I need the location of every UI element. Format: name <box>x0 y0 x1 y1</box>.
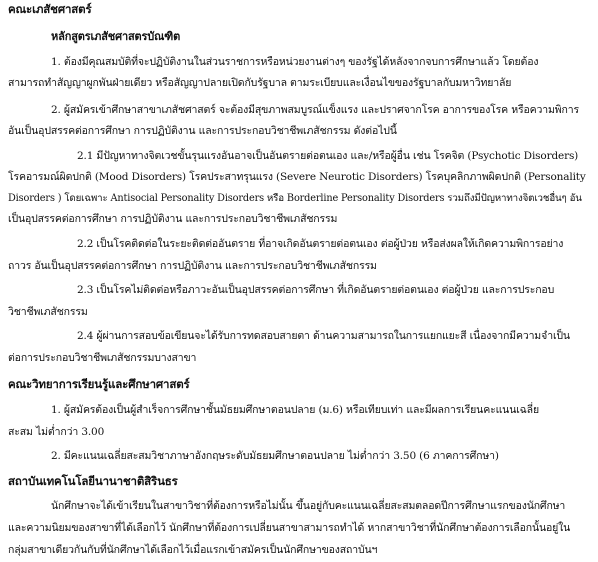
section-heading-pharmacy: คณะเภสัชศาสตร์ <box>8 2 92 16</box>
paragraph-line: นักศึกษาจะได้เข้าเรียนในสาขาวิชาที่ต้องการหรือไม่นั้น ขึ้นอยู่กับคะแนนเฉลี่ยสะสมตลอดปีการศึกษาแรกของนักศึกษา <box>51 500 566 512</box>
paragraph-line: 2.4 ผู้ผ่านการสอบข้อเขียนจะได้รับการทดสอบสายตา ด้านความสามารถในการแยกแยะสี เนื่องจากมีความจำเป็น <box>77 330 570 342</box>
paragraph-line: โรคอารมณ์ผิดปกติ (Mood Disorders) โรคประสาทรุนแรง (Severe Neurotic Disorders) โรคบุคลิกภาพผิดปกติ (Personality <box>8 171 586 183</box>
section-heading-siit: สถาบันเทคโนโลยีนานาชาติสิรินธร <box>8 474 178 488</box>
paragraph-line: 2.2 เป็นโรคติดต่อในระยะติดต่ออันตราย ที่อาจเกิดอันตรายต่อตนเอง ต่อผู้ป่วย หรือส่งผลให้เกิดความพิการอย่าง <box>77 238 564 250</box>
paragraph-line: 2. ผู้สมัครเข้าศึกษาสาขาเภสัชศาสตร์ จะต้องมีสุขภาพสมบูรณ์แข็งแรง และปราศจากโรค อาการของโรค หรือความพิการ <box>51 104 579 116</box>
paragraph-line: Disorders ) โดยเฉพาะ Antisocial Personality Disorders หรือ Borderline Personality Disorders รวมถึงมีปัญหาทางจิตเวชอื่นๆ อัน <box>8 193 582 204</box>
paragraph-line: วิชาชีพเภสัชกรรม <box>8 306 88 318</box>
paragraph-line: และความนิยมของสาขาที่ได้เลือกไว้ นักศึกษาที่ต้องการเปลี่ยนสาขาสามารถทำได้ หากสาขาวิชาที่นักศึกษาต้องการเลือกนั้นอยู่ใน <box>8 522 571 534</box>
paragraph-line: สามารถทำสัญญาผูกพันฝ่ายเดียว หรือสัญญาปลายเปิดกับรัฐบาล ตามระเบียบและเงื่อนไขของรัฐบาลกับมหาวิทยาลัย <box>8 77 512 89</box>
paragraph-line: อันเป็นอุปสรรคต่อการศึกษา การปฏิบัติงาน และการประกอบวิชาชีพเภสัชกรรม ดังต่อไปนี้ <box>8 125 397 137</box>
paragraph-line: 1. ผู้สมัครต้องเป็นผู้สำเร็จการศึกษาชั้นมัธยมศึกษาตอนปลาย (ม.6) หรือเทียบเท่า และมีผลการเรียนคะแนนเฉลี่ย <box>51 404 539 416</box>
paragraph-line: ต่อการประกอบวิชาชีพเภสัชกรรมบางสาขา <box>8 352 197 364</box>
paragraph-line: 2. มีคะแนนเฉลี่ยสะสมวิชาภาษาอังกฤษระดับมัธยมศึกษาตอนปลาย ไม่ต่ำกว่า 3.50 (6 ภาคการศึกษา) <box>51 450 499 462</box>
paragraph-line: เป็นอุปสรรคต่อการศึกษา การปฏิบัติงาน และการประกอบวิชาชีพเภสัชกรรม <box>8 213 338 225</box>
paragraph-line: 2.3 เป็นโรคไม่ติดต่อหรือภาวะอันเป็นอุปสรรคต่อการศึกษา ที่เกิดอันตรายต่อตนเอง ต่อผู้ป่วย และการประกอบ <box>77 284 555 296</box>
program-subheading: หลักสูตรเภสัชศาสตรบัณฑิต <box>51 30 181 43</box>
paragraph-line: กลุ่มสาขาเดียวกันกับที่นักศึกษาได้เลือกไว้เมื่อแรกเข้าสมัครเป็นนักศึกษาของสถาบันฯ <box>8 544 378 556</box>
paragraph-line: ถาวร อันเป็นอุปสรรคต่อการศึกษา การปฏิบัติงาน และการประกอบวิชาชีพเภสัชกรรม <box>8 260 377 272</box>
paragraph-line: 2.1 มีปัญหาทางจิตเวชขั้นรุนแรงอันอาจเป็นอันตรายต่อตนเอง และ/หรือผู้อื่น เช่น โรคจิต (Psychotic Disorders) <box>77 150 579 162</box>
section-heading-education: คณะวิทยาการเรียนรู้และศึกษาศาสตร์ <box>8 377 190 391</box>
paragraph-line: สะสม ไม่ต่ำกว่า 3.00 <box>8 426 105 438</box>
paragraph-line: 1. ต้องมีคุณสมบัติที่จะปฏิบัติงานในส่วนราชการหรือหน่วยงานต่างๆ ของรัฐได้หลังจากจบการศึกษาแล้ว โดยต้อง <box>51 56 539 68</box>
